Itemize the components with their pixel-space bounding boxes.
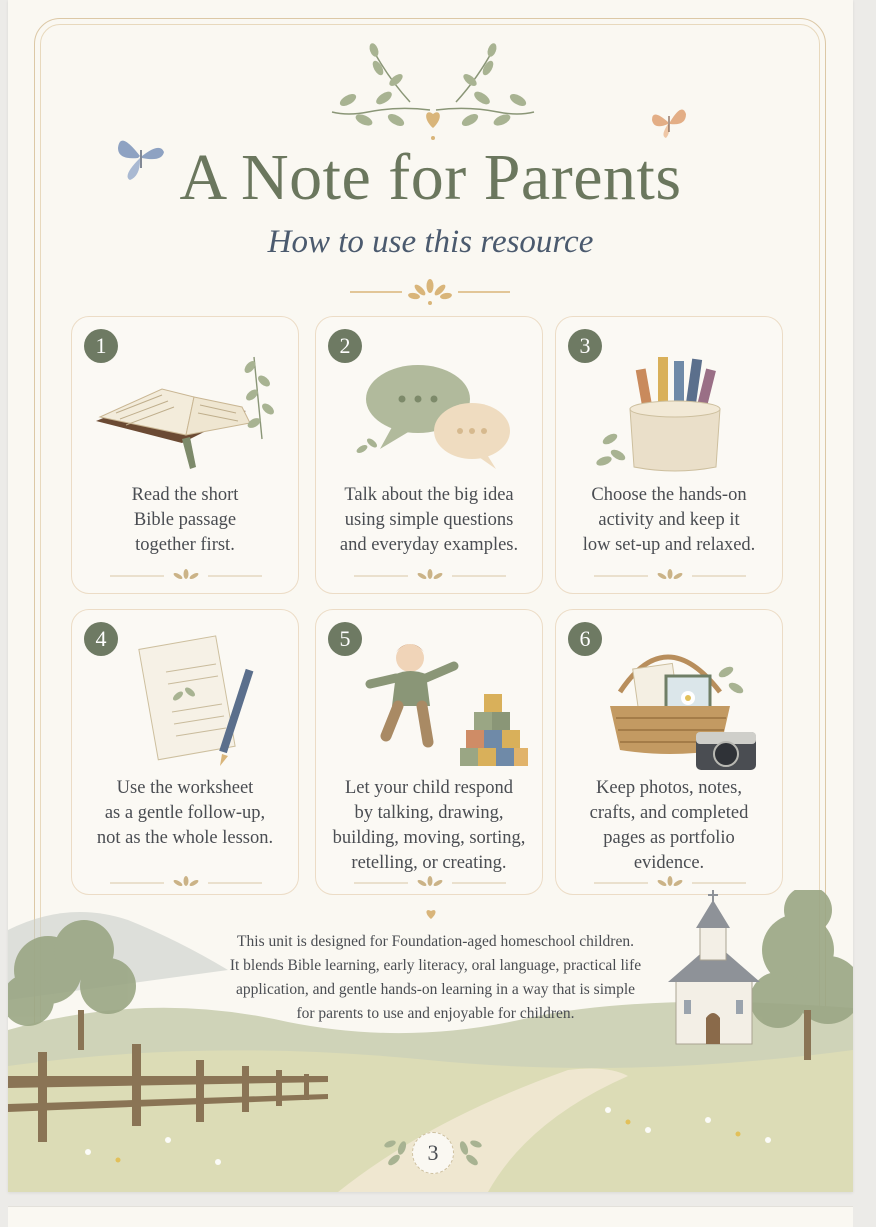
step-text-line: together first.: [135, 535, 235, 555]
step-number-badge: 3: [568, 329, 602, 363]
step-card-1: [71, 316, 299, 594]
step-text-line: using simple questions: [344, 510, 514, 530]
step-text-line: by talking, drawing,: [354, 803, 504, 823]
step-text-line: pages as portfolio: [603, 828, 735, 848]
speech-bubbles-icon: [330, 339, 530, 479]
step-text-line: and everyday examples.: [339, 535, 519, 555]
step-card-2: [315, 316, 543, 594]
step-number-badge: 2: [328, 329, 362, 363]
card-divider-icon: [350, 569, 510, 583]
step-text-line: evidence.: [633, 853, 705, 873]
step-number-badge: 1: [84, 329, 118, 363]
step-number-badge: 6: [568, 622, 602, 656]
description-line: application, and gentle hands-on learning in a way that is simple: [235, 981, 636, 998]
description-line: It blends Bible learning, early literacy, oral language, practical life: [229, 957, 642, 974]
step-number-badge: 4: [84, 622, 118, 656]
step-text-line: activity and keep it: [598, 510, 740, 530]
step-text-line: Talk about the big idea: [344, 485, 514, 505]
step-text-line: Use the worksheet: [116, 778, 254, 798]
step-text-line: low set-up and relaxed.: [582, 535, 756, 555]
document-page: [8, 0, 853, 1192]
step-text: [76, 776, 294, 851]
child-blocks-icon: [330, 632, 530, 772]
leaf-heart-ornament-icon: [318, 38, 548, 143]
step-text-line: Let your child respond: [345, 778, 513, 798]
step-text: [76, 483, 294, 558]
description-line: This unit is designed for Foundation-aged homeschool children.: [237, 933, 634, 950]
page-title: A Note for Parents: [179, 141, 682, 214]
step-text-line: building, moving, sorting,: [332, 828, 526, 848]
floral-divider-icon: [344, 278, 516, 306]
step-card-4: [71, 609, 299, 895]
card-divider-icon: [106, 876, 266, 890]
step-text-line: crafts, and completed: [589, 803, 749, 823]
step-text-line: as a gentle follow-up,: [104, 803, 266, 823]
card-divider-icon: [590, 876, 750, 890]
step-text-line: Read the short: [131, 485, 239, 505]
next-page-edge: [8, 1206, 853, 1227]
step-text-line: Keep photos, notes,: [596, 778, 742, 798]
unit-description: [178, 930, 693, 1026]
basket-camera-icon: [570, 632, 770, 772]
worksheet-pencil-icon: [86, 632, 286, 772]
crayon-pot-icon: [570, 339, 770, 479]
open-bible-icon: [86, 339, 286, 479]
step-number-badge: 5: [328, 622, 362, 656]
card-divider-icon: [106, 569, 266, 583]
step-text: [320, 483, 538, 558]
step-text-line: Choose the hands-on: [591, 485, 747, 505]
page-subtitle: How to use this resource: [267, 224, 594, 260]
step-text-line: Bible passage: [133, 510, 237, 530]
step-text-line: retelling, or creating.: [351, 853, 507, 873]
step-text: [560, 776, 778, 876]
description-line: for parents to use and enjoyable for children.: [296, 1005, 575, 1022]
card-divider-icon: [350, 876, 510, 890]
orange-butterfly-icon: [646, 100, 692, 142]
small-heart-icon: [424, 906, 438, 920]
page-number: 3: [412, 1132, 454, 1174]
step-card-3: [555, 316, 783, 594]
step-text: [560, 483, 778, 558]
step-text-line: not as the whole lesson.: [96, 828, 274, 848]
step-text: [320, 776, 538, 876]
card-divider-icon: [590, 569, 750, 583]
step-card-6: [555, 609, 783, 895]
step-card-5: [315, 609, 543, 895]
